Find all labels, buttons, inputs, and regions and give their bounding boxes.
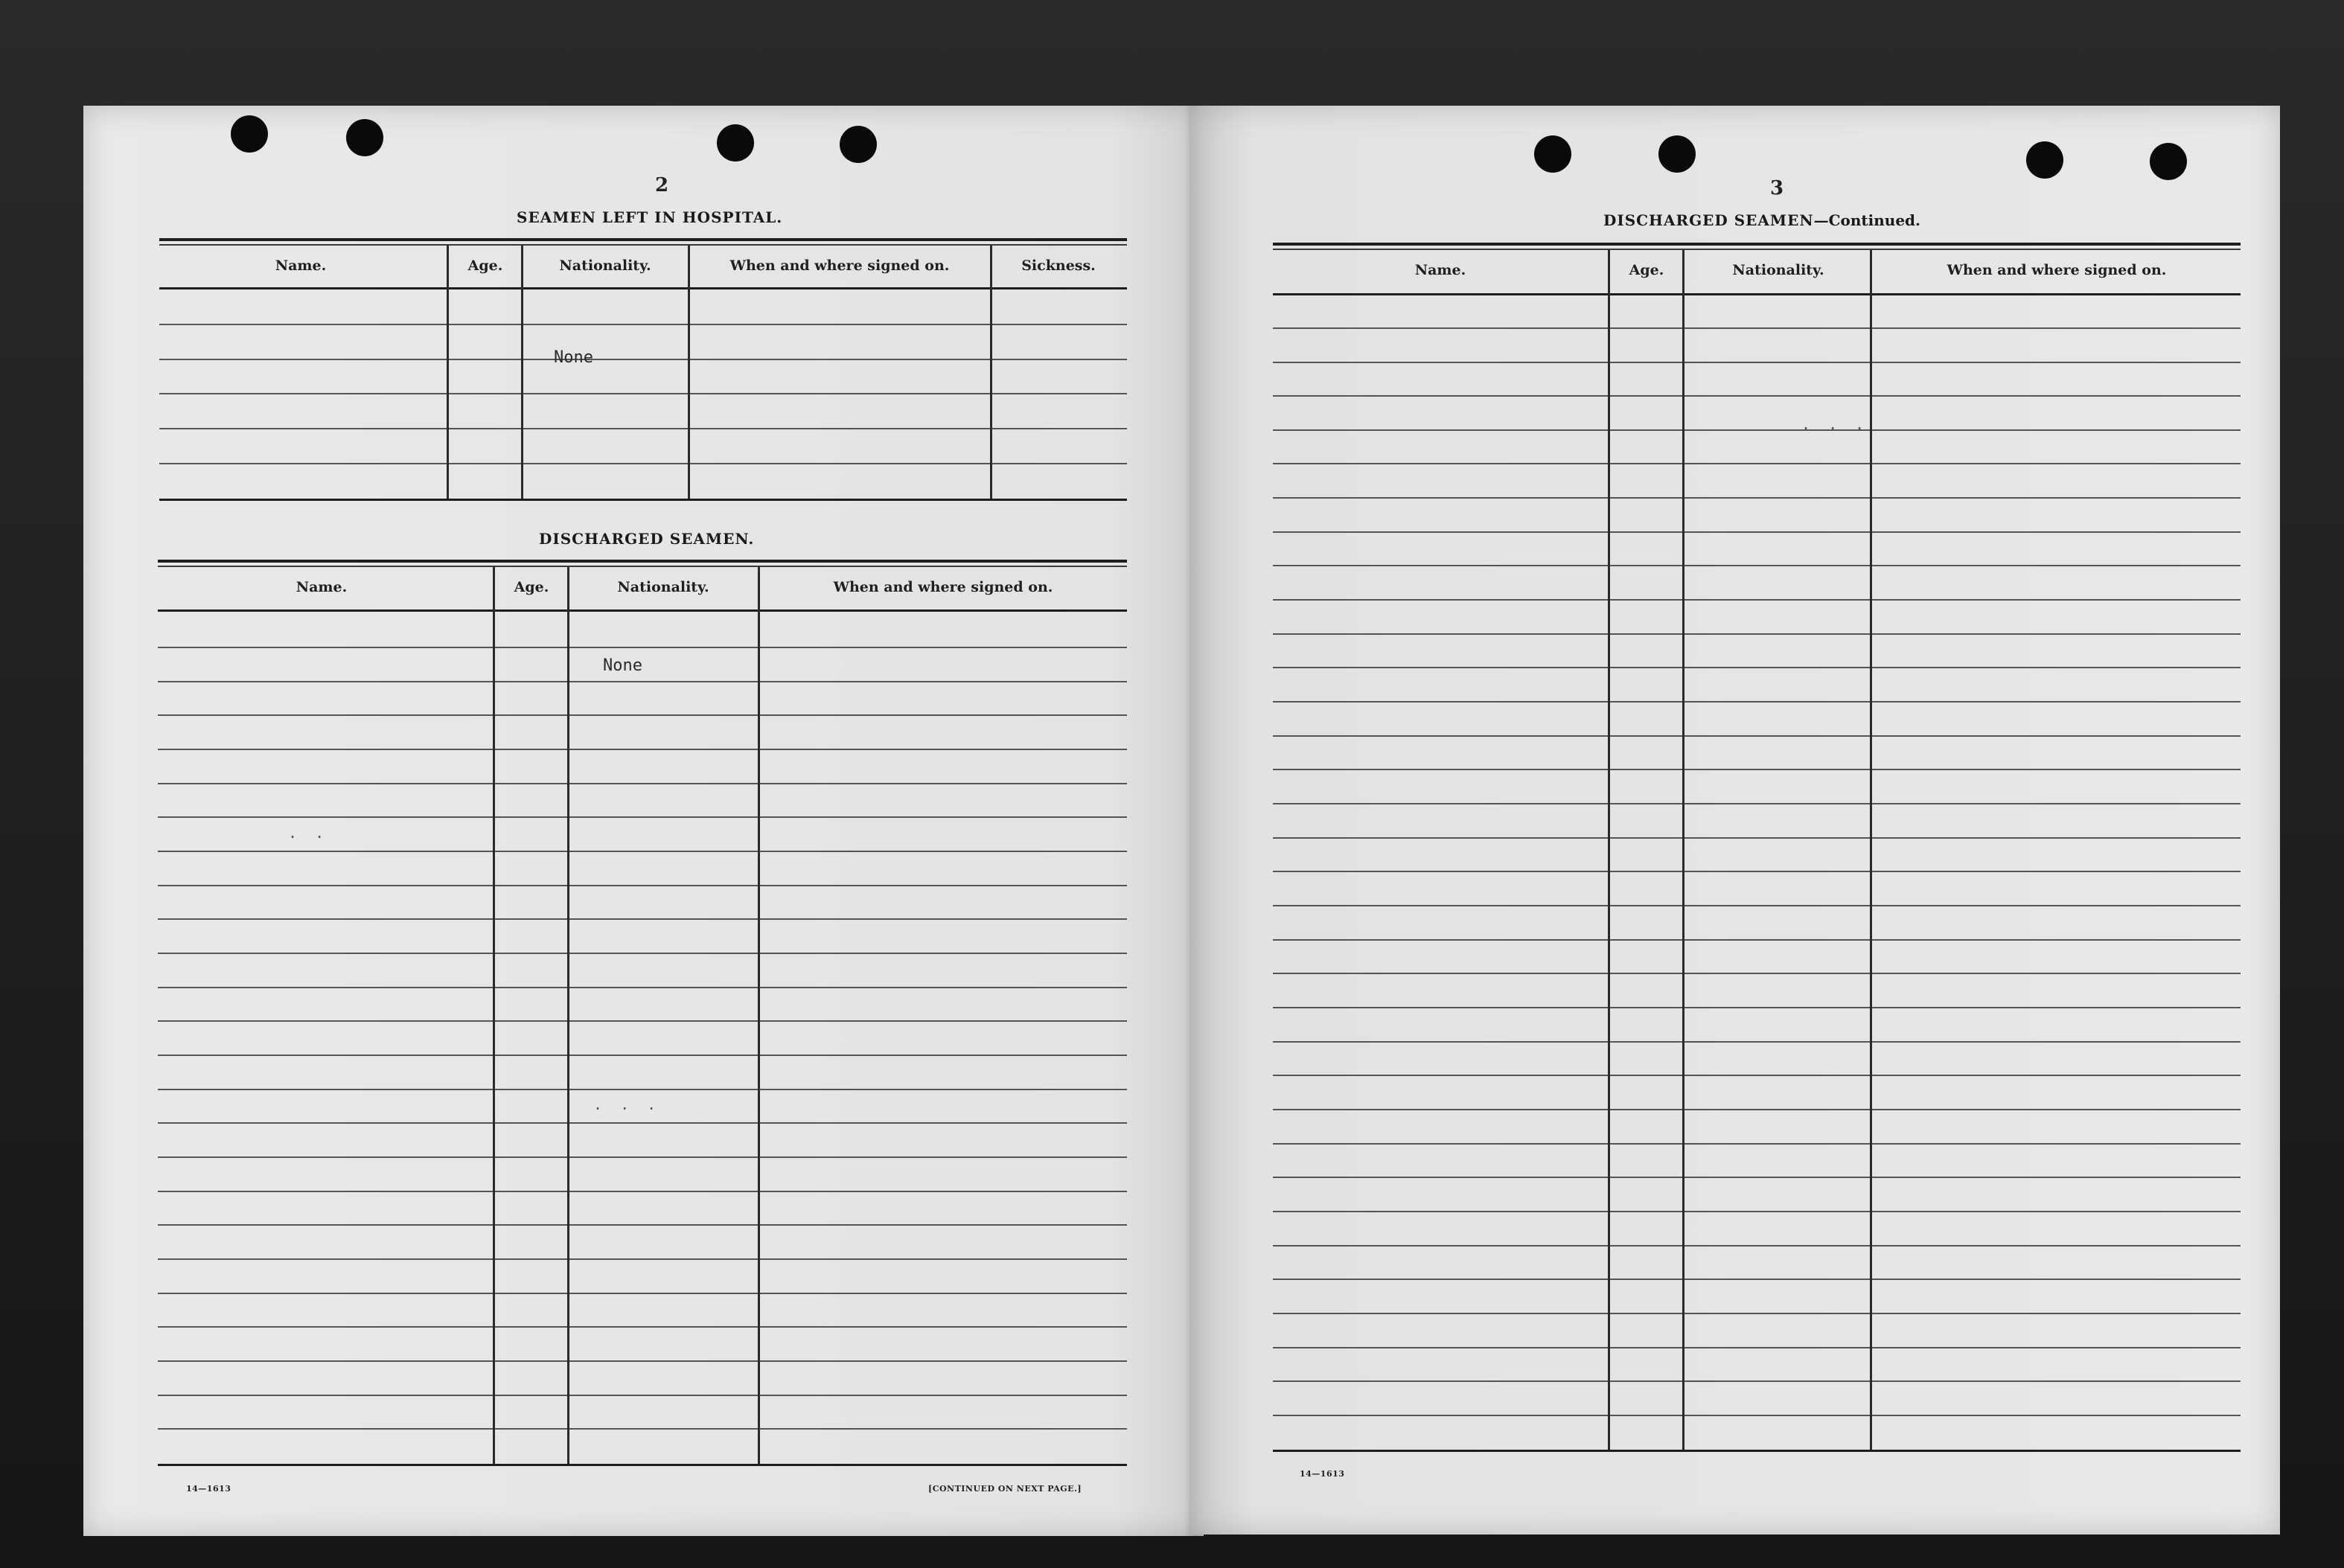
continued-note: [CONTINUED ON NEXT PAGE.] — [928, 1484, 1082, 1494]
title-main: DISCHARGED SEAMEN — [1603, 211, 1814, 229]
right-page — [1189, 106, 2280, 1535]
title-suffix: —Continued. — [1813, 211, 1920, 229]
col-header-nationality: Nationality. — [1732, 262, 1824, 278]
col-header-age: Age. — [467, 257, 503, 274]
punch-hole — [1658, 135, 1696, 173]
punch-hole — [231, 115, 268, 153]
page-number: 3 — [1770, 177, 1784, 199]
col-header-name: Name. — [296, 579, 348, 595]
hospital-entry-nationality: None — [554, 348, 593, 367]
col-header-age: Age. — [1629, 262, 1664, 278]
col-header-nationality: Nationality. — [559, 257, 651, 274]
punch-hole — [717, 124, 754, 161]
form-number: 14—1613 — [1300, 1469, 1345, 1479]
col-header-name: Name. — [275, 257, 327, 274]
punch-hole — [840, 126, 877, 163]
col-header-age: Age. — [514, 579, 549, 595]
page-number: 2 — [655, 174, 669, 196]
col-header-signed-on: When and where signed on. — [833, 579, 1053, 595]
col-header-name: Name. — [1414, 262, 1466, 278]
punch-hole — [2150, 143, 2187, 180]
punch-hole — [1534, 135, 1571, 173]
left-page — [83, 106, 1204, 1536]
discharged-section-title: DISCHARGED SEAMEN. — [539, 530, 755, 548]
punch-hole — [346, 119, 383, 156]
discharged-continued-title — [1603, 211, 1920, 229]
discharged-table: Name. Age. Nationality. When and where signed on. None . . . . . — [158, 560, 1127, 1475]
col-header-sickness: Sickness. — [1021, 257, 1096, 274]
col-header-signed-on: When and where signed on. — [1947, 262, 2167, 278]
punch-hole — [2026, 141, 2063, 179]
col-header-nationality: Nationality. — [617, 579, 709, 595]
discharged-continued-table: Name. Age. Nationality. When and where signed on. . . . — [1273, 243, 2241, 1463]
col-header-signed-on: When and where signed on. — [729, 257, 950, 274]
discharged-entry-nationality: None — [603, 656, 642, 675]
form-number: 14—1613 — [186, 1484, 231, 1494]
hospital-section-title: SEAMEN LEFT IN HOSPITAL. — [517, 208, 783, 226]
